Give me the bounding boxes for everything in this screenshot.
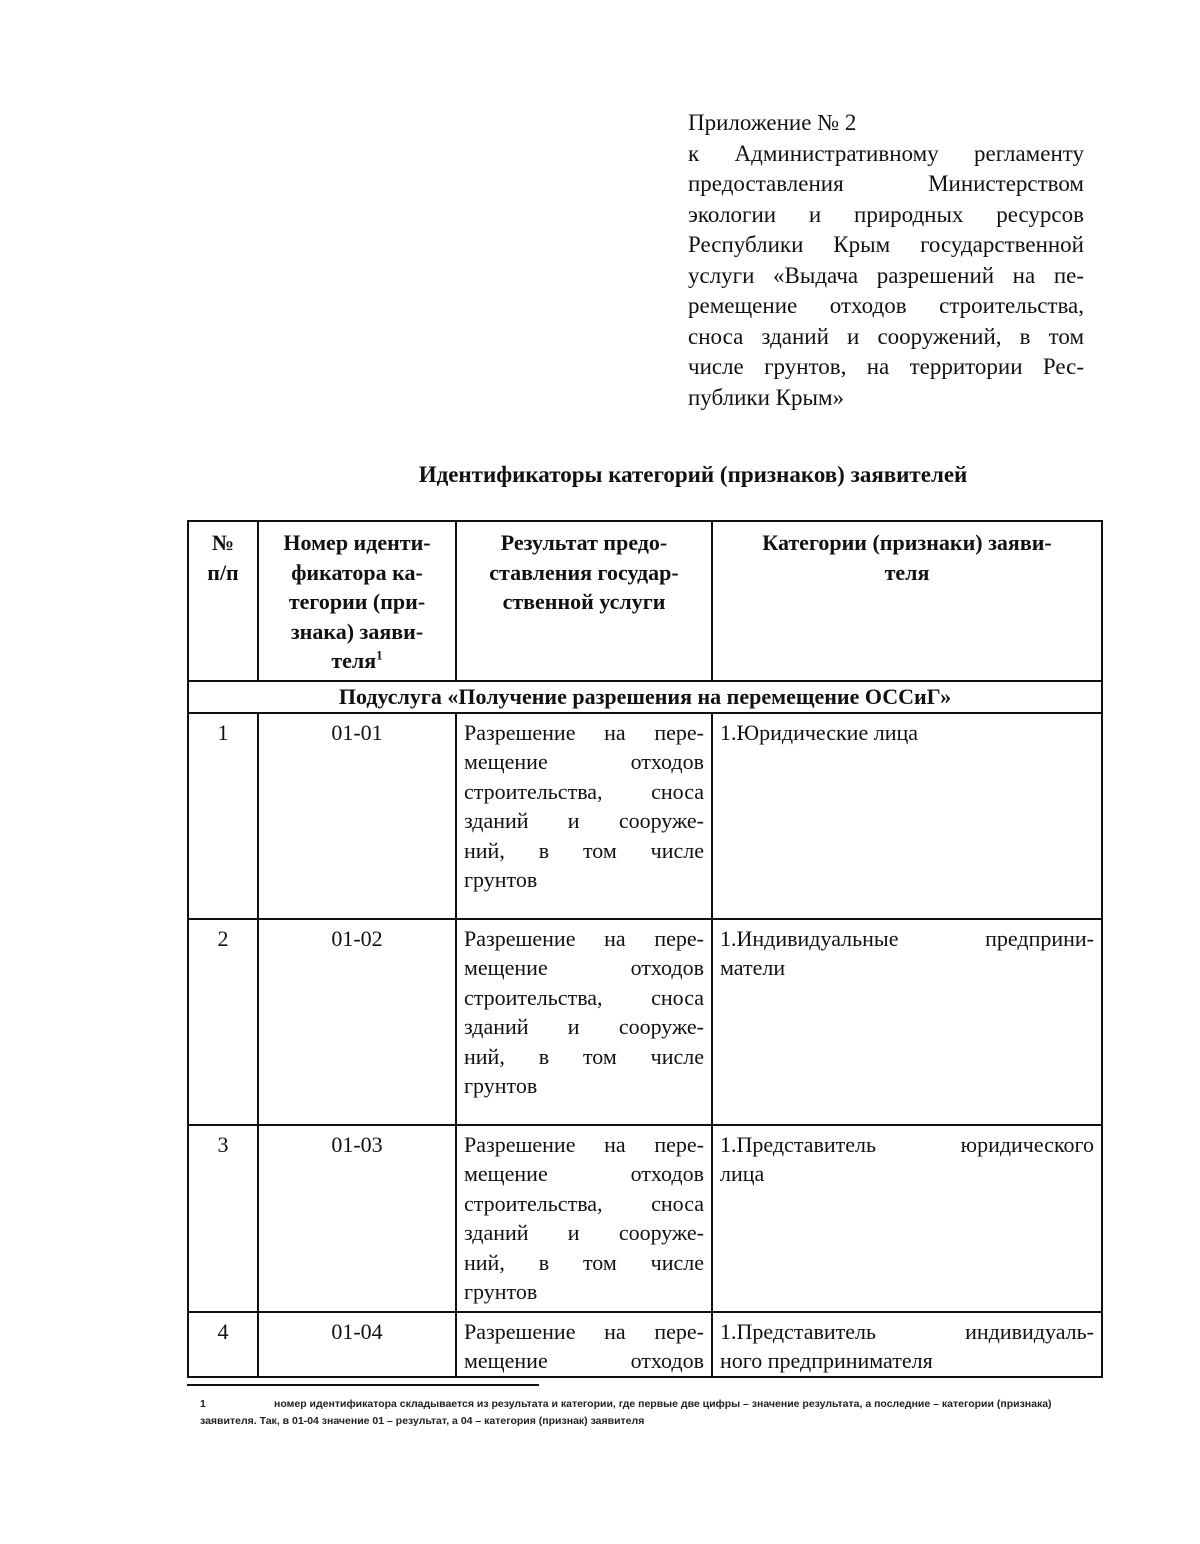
- header-category: [712, 521, 1102, 681]
- result-line: зданий и сооруже-: [464, 808, 704, 833]
- result-line: Разрешение на пере-: [464, 925, 704, 951]
- result-line: мещение отходов: [464, 749, 704, 774]
- result-line: грунтов: [464, 1279, 538, 1304]
- header-id-line: фикатора ка-: [291, 559, 423, 585]
- result-line: строительства, сноса: [464, 984, 704, 1010]
- appendix-line: числе грунтов, на территории Рес-: [688, 354, 1084, 379]
- result-line: строительства, сноса: [464, 778, 704, 804]
- header-num: [188, 521, 258, 681]
- category-line: 1.Представитель индивидуаль-: [720, 1318, 1094, 1344]
- result-line: строительства, сноса: [464, 1190, 704, 1216]
- row-result: [456, 1312, 712, 1377]
- footnote-number: 1: [200, 1398, 206, 1410]
- identifiers-table: [187, 520, 1103, 1378]
- footnote-mark[interactable]: 1: [376, 647, 383, 663]
- header-result-line: Результат предо-: [500, 530, 668, 555]
- header-num-line: №: [211, 530, 235, 555]
- result-line: ний, в том числе: [464, 1249, 704, 1275]
- category-line: 1.Юридические лица: [720, 719, 919, 745]
- appendix-line: публики Крым»: [688, 384, 845, 410]
- appendix-line: экологии и природных ресурсов: [688, 201, 1084, 227]
- row-result: [456, 1125, 712, 1312]
- header-id-line: знака) заяви-: [290, 618, 424, 644]
- header-id-line: Номер иденти-: [283, 530, 431, 555]
- subservice-row: [188, 681, 1102, 713]
- category-line: лица: [720, 1161, 765, 1186]
- category-line: ного предпринимателя: [720, 1348, 933, 1373]
- appendix-line: ремещение отходов строительства,: [688, 293, 1084, 318]
- header-num-line: п/п: [207, 559, 239, 585]
- row-identifier: 01-04: [258, 1312, 456, 1377]
- footnote-text: номер идентификатора складывается из результата и категории, где первые две цифры – значение результата, а последние – категории (признака) заявителя. Так, в 01-04 значение 01 – результат, а 04 – категория (признак) заявителя: [200, 1398, 1052, 1427]
- row-identifier: 01-03: [258, 1125, 456, 1312]
- row-number: 2: [188, 919, 258, 1125]
- table-row: [188, 1125, 1102, 1312]
- table-row: [188, 1312, 1102, 1377]
- row-category: [712, 1312, 1102, 1377]
- row-identifier: 01-02: [258, 919, 456, 1125]
- result-line: Разрешение на пере-: [464, 1131, 704, 1157]
- document-title: Идентификаторы категорий (признаков) заявителей: [418, 462, 968, 487]
- header-category-line: теля: [884, 559, 930, 585]
- footnote-separator: [187, 1384, 539, 1386]
- header-id-line: тегории (при-: [288, 589, 426, 614]
- result-line: мещение отходов: [464, 1348, 704, 1373]
- result-line: ний, в том числе: [464, 1043, 704, 1069]
- header-category-line: Категории (признаки) заяви-: [762, 530, 1052, 555]
- result-line: мещение отходов: [464, 955, 704, 980]
- appendix-line: предоставления Министерством: [688, 171, 1084, 196]
- result-line: мещение отходов: [464, 1161, 704, 1186]
- footnote: [200, 1396, 1100, 1430]
- header-result-line: ставления государ-: [489, 559, 679, 585]
- result-line: Разрешение на пере-: [464, 1318, 704, 1344]
- row-number: 1: [188, 713, 258, 919]
- category-line: 1.Представитель юридического: [720, 1131, 1094, 1157]
- result-line: зданий и сооруже-: [464, 1014, 704, 1039]
- header-id: [258, 521, 456, 681]
- appendix-line: к Административному регламенту: [688, 140, 1084, 166]
- appendix-line: Республики Крым государственной: [688, 232, 1084, 257]
- result-line: грунтов: [464, 1073, 538, 1098]
- result-line: грунтов: [464, 867, 538, 892]
- table-header-row: [188, 521, 1102, 681]
- header-id-last-word: теля: [331, 648, 377, 673]
- row-category: [712, 713, 1102, 919]
- category-line: 1.Индивидуальные предприни-: [720, 925, 1094, 951]
- appendix-line: услуги «Выдача разрешений на пе-: [688, 262, 1084, 288]
- appendix-header: [688, 108, 1084, 413]
- result-line: Разрешение на пере-: [464, 719, 704, 745]
- table-row: [188, 713, 1102, 919]
- header-id-line: [266, 646, 448, 676]
- subservice-title: Подуслуга «Получение разрешения на перемещение ОССиГ»: [188, 681, 1102, 713]
- result-line: зданий и сооруже-: [464, 1220, 704, 1245]
- header-result-line: ственной услуги: [502, 589, 666, 614]
- result-line: ний, в том числе: [464, 837, 704, 863]
- category-line: матели: [720, 955, 786, 980]
- row-number: 4: [188, 1312, 258, 1377]
- row-category: [712, 1125, 1102, 1312]
- header-result: [456, 521, 712, 681]
- table-row: [188, 919, 1102, 1125]
- row-category: [712, 919, 1102, 1125]
- row-result: [456, 713, 712, 919]
- appendix-line: сноса зданий и сооружений, в том: [688, 323, 1084, 349]
- row-result: [456, 919, 712, 1125]
- appendix-line: Приложение № 2: [688, 110, 857, 135]
- row-number: 3: [188, 1125, 258, 1312]
- row-identifier: 01-01: [258, 713, 456, 919]
